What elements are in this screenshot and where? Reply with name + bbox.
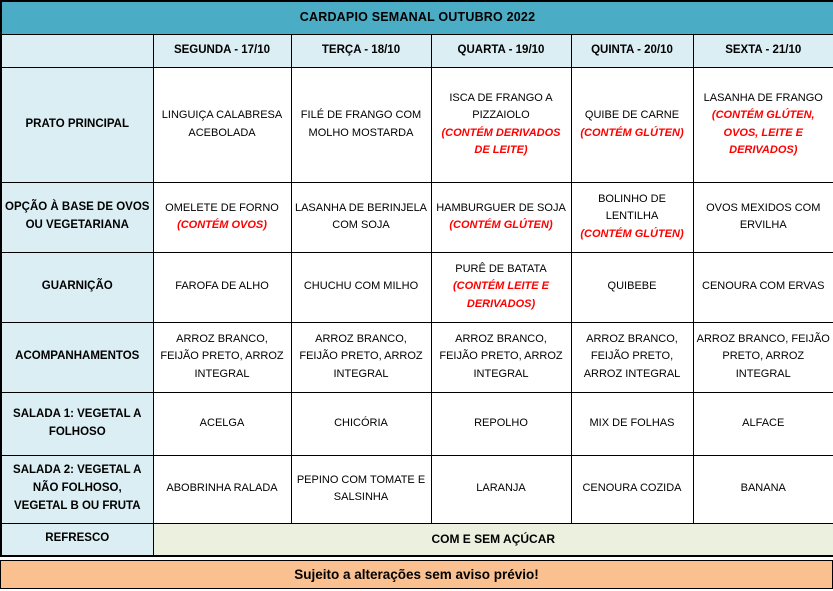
cell-prato-principal-quinta — [571, 67, 693, 182]
cell-prato-principal-terca — [291, 67, 431, 182]
dish-text: PURÊ DE BATATA — [455, 263, 547, 276]
cell-guarnicao-terca — [291, 252, 431, 322]
dish-text: CHUCHU COM MILHO — [303, 280, 419, 293]
row-label-prato-principal: PRATO PRINCIPAL — [1, 67, 153, 182]
dish-text: CENOURA COM ERVAS — [702, 280, 825, 293]
allergen-note: (CONTÉM GLÚTEN) — [449, 219, 553, 231]
dish-text: CHICÓRIA — [334, 416, 388, 429]
dish-text: PEPINO COM TOMATE E SALSINHA — [296, 473, 426, 503]
dish-text: ARROZ BRANCO, FEIJÃO PRETO, ARROZ INTEGRAL — [299, 333, 423, 380]
day-header-terca: TERÇA - 18/10 — [291, 34, 431, 67]
dish-text: LARANJA — [476, 482, 526, 495]
day-header-quarta: QUARTA - 19/10 — [431, 34, 571, 67]
cell-prato-principal-quarta — [431, 67, 571, 182]
cell-acompanhamentos-quinta — [571, 322, 693, 392]
cell-acompanhamentos-quarta — [431, 322, 571, 392]
dish-text: ABOBRINHA RALADA — [166, 482, 278, 495]
cell-opcao-quarta — [431, 182, 571, 252]
row-label-salada-2: SALADA 2: VEGETAL A NÃO FOLHOSO, VEGETAL B OU FRUTA — [1, 455, 153, 523]
dish-text: ARROZ BRANCO, FEIJÃO PRETO, ARROZ INTEGRAL — [439, 333, 563, 380]
cell-refresco-all-days: COM E SEM AÇÚCAR — [153, 523, 833, 556]
dish-text: LASANHA DE BERINJELA COM SOJA — [294, 201, 428, 231]
dish-text: CENOURA COZIDA — [582, 482, 682, 495]
allergen-note: (CONTÉM GLÚTEN) — [580, 126, 684, 139]
dish-text: BOLINHO DE LENTILHA — [598, 193, 666, 223]
dish-text: OVOS MEXIDOS COM ERVILHA — [706, 201, 821, 231]
cell-salada1-quarta — [431, 392, 571, 455]
day-header-quinta: QUINTA - 20/10 — [571, 34, 693, 67]
cell-salada2-segunda — [153, 455, 291, 523]
cell-salada2-sexta — [693, 455, 833, 523]
dish-text: QUIBEBE — [607, 280, 657, 293]
dish-text: LASANHA DE FRANGO — [703, 92, 823, 105]
row-label-salada-1: SALADA 1: VEGETAL A FOLHOSO — [1, 392, 153, 455]
dish-text: ISCA DE FRANGO A PIZZAIOLO — [449, 92, 553, 122]
footer-note: Sujeito a alterações sem aviso prévio! — [0, 560, 833, 589]
dish-text: OMELETE DE FORNO — [165, 201, 279, 214]
cell-acompanhamentos-sexta — [693, 322, 833, 392]
dish-text: QUIBE DE CARNE — [584, 109, 680, 122]
cell-salada2-terca — [291, 455, 431, 523]
cell-salada2-quarta — [431, 455, 571, 523]
dish-text: MIX DE FOLHAS — [589, 416, 675, 429]
dish-text: ARROZ BRANCO, FEIJÃO PRETO, ARROZ INTEGRAL — [583, 333, 681, 380]
allergen-note: (CONTÉM GLÚTEN, OVOS, LEITE E DERIVADOS) — [711, 109, 815, 156]
dish-text: ALFACE — [742, 416, 785, 429]
dish-text: ACELGA — [199, 416, 245, 429]
dish-text: HAMBURGUER DE SOJA — [436, 201, 566, 214]
cell-opcao-quinta — [571, 182, 693, 252]
cell-acompanhamentos-terca — [291, 322, 431, 392]
cell-guarnicao-quarta — [431, 252, 571, 322]
row-label-guarnicao: GUARNIÇÃO — [1, 252, 153, 322]
cell-salada1-segunda — [153, 392, 291, 455]
cell-salada2-quinta — [571, 455, 693, 523]
row-label-acompanhamentos: ACOMPANHAMENTOS — [1, 322, 153, 392]
dish-text: LINGUIÇA CALABRESA ACEBOLADA — [161, 109, 283, 139]
dish-text: ARROZ BRANCO, FEIJÃO PRETO, ARROZ INTEGRAL — [696, 333, 830, 380]
cell-salada1-quinta — [571, 392, 693, 455]
cell-prato-principal-sexta — [693, 67, 833, 182]
dish-text: FAROFA DE ALHO — [175, 280, 269, 293]
cell-guarnicao-sexta — [693, 252, 833, 322]
cell-opcao-segunda — [153, 182, 291, 252]
cell-prato-principal-segunda — [153, 67, 291, 182]
cell-guarnicao-quinta — [571, 252, 693, 322]
cell-salada1-sexta — [693, 392, 833, 455]
allergen-note: (CONTÉM OVOS) — [177, 219, 267, 231]
page-title: CARDAPIO SEMANAL OUTUBRO 2022 — [1, 1, 833, 34]
allergen-note: (CONTÉM LEITE E DERIVADOS) — [453, 280, 549, 310]
corner-cell — [1, 34, 153, 67]
row-label-refresco: REFRESCO — [1, 523, 153, 556]
dish-text: ARROZ BRANCO, FEIJÃO PRETO, ARROZ INTEGRAL — [160, 333, 284, 380]
allergen-note: (CONTÉM GLÚTEN) — [580, 227, 684, 240]
day-header-segunda: SEGUNDA - 17/10 — [153, 34, 291, 67]
cell-opcao-sexta — [693, 182, 833, 252]
dish-text: BANANA — [740, 482, 786, 495]
cell-acompanhamentos-segunda — [153, 322, 291, 392]
allergen-note: (CONTÉM DERIVADOS DE LEITE) — [441, 126, 561, 156]
cell-guarnicao-segunda — [153, 252, 291, 322]
row-label-opcao-vegetariana: OPÇÃO À BASE DE OVOS OU VEGETARIANA — [1, 182, 153, 252]
dish-text: REPOLHO — [474, 416, 528, 429]
cell-opcao-terca — [291, 182, 431, 252]
dish-text: FILÉ DE FRANGO COM MOLHO MOSTARDA — [300, 109, 422, 139]
day-header-sexta: SEXTA - 21/10 — [693, 34, 833, 67]
cell-salada1-terca — [291, 392, 431, 455]
